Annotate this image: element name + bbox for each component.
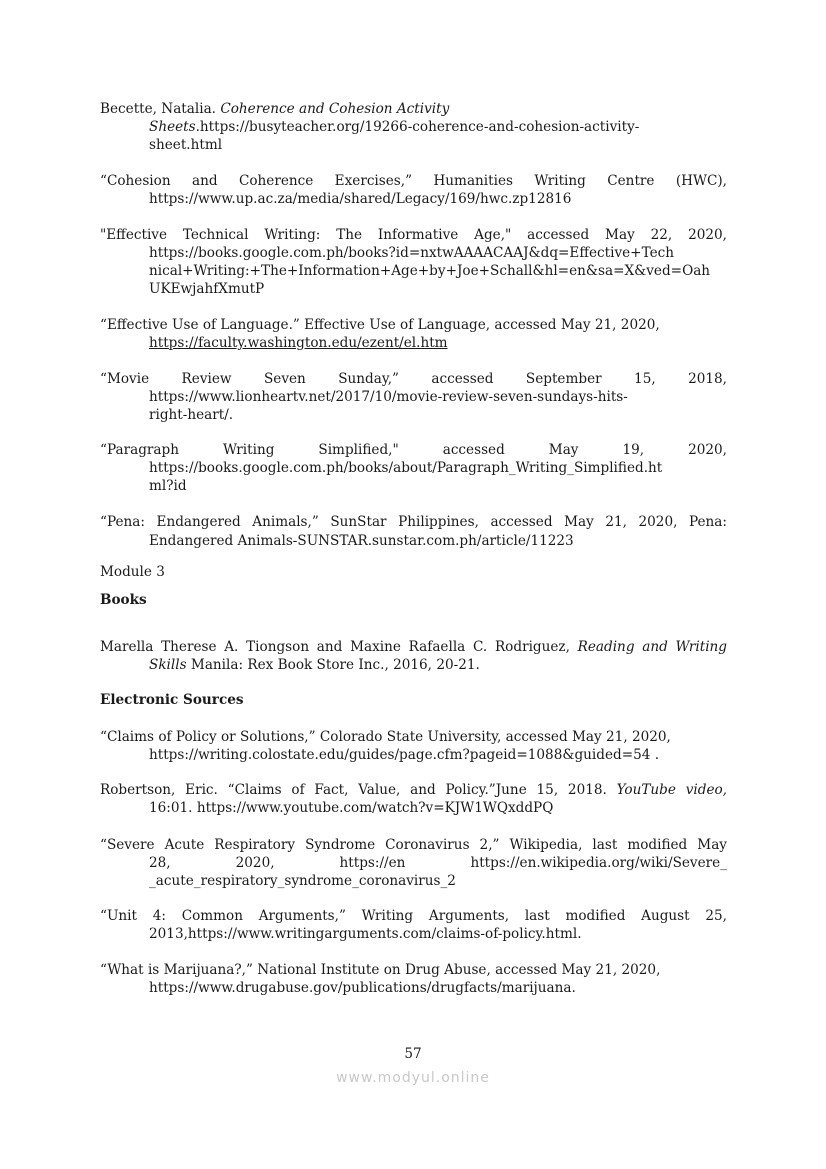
page-number: 57 [404, 1046, 422, 1062]
ref-text: Manila: Rex Book Store Inc., 2016, 20-21. [186, 657, 480, 673]
ref-link[interactable]: UKEwjahfXmutP [149, 281, 265, 297]
ref-link[interactable]: https://faculty.washington.edu/ezent/el.htm [149, 335, 448, 351]
ref-title: YouTube video, [616, 782, 727, 798]
ref-text: Marella Therese A. Tiongson and Maxine Rafaella C. Rodriguez, [100, 639, 578, 655]
ref-link[interactable]: .https://busyteacher.org/19266-coherence-and-cohesion-activity- [195, 119, 640, 135]
ref-link[interactable]: https://books.google.com.ph/books/about/Paragraph_Writing_Simplified.ht [149, 460, 663, 476]
ref-text: “Cohesion and Coherence Exercises,” Humanities Writing Centre (HWC), [100, 173, 727, 189]
ref-link[interactable]: https://www.lionheartv.net/2017/10/movie-review-seven-sundays-hits- [149, 389, 628, 405]
ref-title: Coherence and Cohesion Activity [220, 101, 450, 117]
ref-text: “What is Marijuana?,” National Institute on Drug Abuse, accessed May 21, 2020, [100, 962, 661, 978]
ref-link[interactable]: https://writing.colostate.edu/guides/page.cfm?pageid=1088&guided=54 . [149, 747, 660, 763]
ref-link[interactable]: 16:01. https://www.youtube.com/watch?v=KJW1WQxddPQ [149, 800, 554, 816]
ref-link[interactable]: nical+Writing:+The+Information+Age+by+Joe+Schall&hl=en&sa=X&ved=Oah [149, 263, 711, 279]
ref-text: “Movie Review Seven Sunday,” accessed September 15, 2018, [100, 371, 727, 387]
ref-text: Robertson, Eric. “Claims of Fact, Value, and Policy.”June 15, 2018. [100, 782, 617, 798]
ref-text: "Effective Technical Writing: The Informative Age," accessed May 22, 2020, [100, 227, 727, 243]
books-heading: Books [100, 592, 147, 608]
ref-link[interactable]: Endangered Animals-SUNSTAR.sunstar.com.ph/article/11223 [149, 533, 574, 549]
ref-link[interactable]: https://www.up.ac.za/media/shared/Legacy/169/hwc.zp12816 [149, 191, 572, 207]
ref-link[interactable]: sheet.html [149, 137, 223, 153]
ref-text: “Pena: Endangered Animals,” SunStar Philippines, accessed May 21, 2020, Pena: [100, 514, 727, 530]
ref-link[interactable]: 28, 2020, https://en https://en.wikipedia.org/wiki/Severe_ [149, 855, 727, 871]
ref-link[interactable]: https://www.drugabuse.gov/publications/drugfacts/marijuana. [149, 980, 576, 996]
ref-text: “Severe Acute Respiratory Syndrome Coronavirus 2,” Wikipedia, last modified May [100, 837, 727, 853]
ref-link[interactable]: ml?id [149, 478, 187, 494]
ref-title: Reading and Writing [577, 639, 727, 655]
ref-text: “Unit 4: Common Arguments,” Writing Arguments, last modified August 25, [100, 908, 727, 924]
ref-link[interactable]: https://books.google.com.ph/books?id=nxtwAAAACAAJ&dq=Effective+Tech [149, 245, 674, 261]
ref-link[interactable]: right-heart/. [149, 407, 234, 423]
watermark: www.modyul.online [336, 1070, 490, 1086]
electronic-sources-heading: Electronic Sources [100, 692, 244, 708]
ref-text: “Paragraph Writing Simplified," accessed May 19, 2020, [100, 442, 727, 458]
ref-title: Skills [149, 657, 187, 673]
ref-link[interactable]: 2013,https://www.writingarguments.com/claims-of-policy.html. [149, 926, 582, 942]
module-label: Module 3 [100, 564, 165, 580]
ref-text: “Claims of Policy or Solutions,” Colorado State University, accessed May 21, 2020, [100, 729, 671, 745]
ref-link[interactable]: _acute_respiratory_syndrome_coronavirus_2 [149, 873, 456, 889]
ref-text: Becette, Natalia. [100, 101, 221, 117]
ref-title: Sheets [149, 119, 196, 135]
ref-text: “Effective Use of Language.” Effective Use of Language, accessed May 21, 2020, [100, 317, 660, 333]
